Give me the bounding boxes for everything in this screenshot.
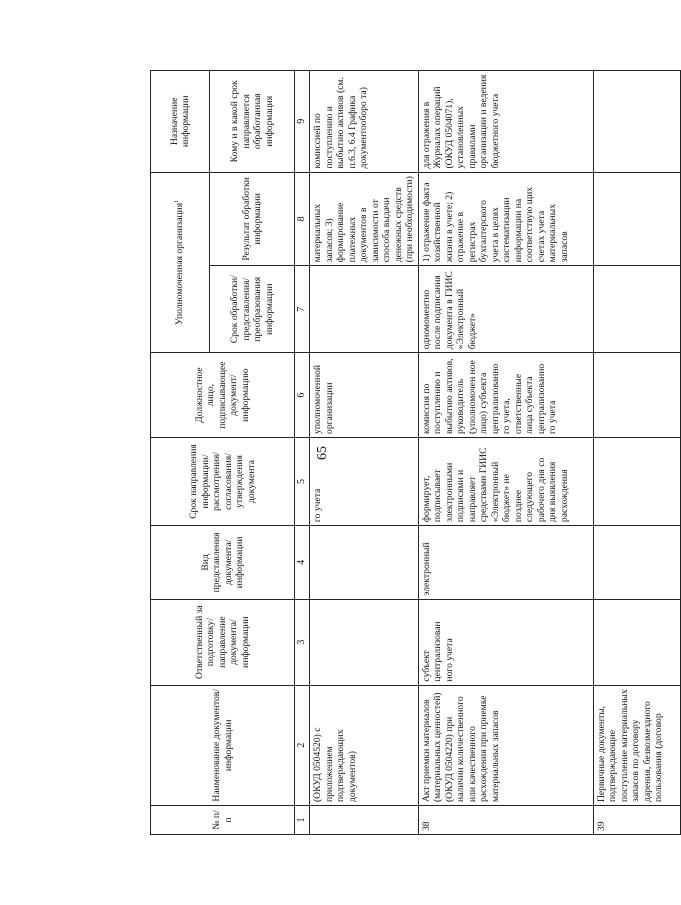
header-group-organization: Уполномоченная организация$^1$ <box>151 172 210 353</box>
cell-recipient <box>593 71 680 173</box>
cell-number <box>310 806 419 835</box>
cell-document-name: Первичные документы, подтверждающие поступление материальных запасов по договору дарения, безвозмездного пользования (договор <box>593 685 680 805</box>
cell-recipient: комиссией по поступлению и выбытию активов (см. п.6.3, 6.4 Графика документооборо та) <box>310 71 419 173</box>
column-number: 4 <box>295 526 310 600</box>
header-result: Результат обработки информации <box>210 172 295 266</box>
header-group-purpose: Назначение информации <box>151 71 210 173</box>
cell-result <box>593 172 680 266</box>
column-number: 3 <box>295 599 310 685</box>
cell-deadline <box>593 437 680 525</box>
cell-processing-term <box>310 266 419 353</box>
cell-responsible <box>310 599 419 685</box>
cell-form: электронный <box>418 526 593 600</box>
column-number: 1 <box>295 806 310 835</box>
table-row <box>418 71 593 835</box>
column-number: 9 <box>295 71 310 173</box>
cell-signer: уполномоченной организации <box>310 353 419 438</box>
page-number-text: 65 <box>315 446 330 460</box>
header-document-name: Наименование документов/ информации <box>151 685 295 805</box>
cell-signer <box>593 353 680 438</box>
cell-responsible: субъект централизован ного учета <box>418 599 593 685</box>
table-row <box>310 71 419 835</box>
cell-form <box>593 526 680 600</box>
table-row <box>593 71 680 835</box>
cell-responsible <box>593 599 680 685</box>
column-number: 7 <box>295 266 310 353</box>
cell-processing-term <box>593 266 680 353</box>
column-number: 8 <box>295 172 310 266</box>
document-flow-table <box>150 70 681 835</box>
header-recipient: Кому и в какой срок направляется обработанная информация <box>210 71 295 173</box>
column-number: 5 <box>295 437 310 525</box>
cell-deadline: го учета <box>310 437 419 525</box>
cell-number: 38 <box>418 806 593 835</box>
column-number: 2 <box>295 685 310 805</box>
header-responsible: Ответственный за подготовку/ направление документа/ информации <box>151 599 295 685</box>
cell-deadline: формирует, подписывает электронными подписями и направляет средствами ГИИС «Электронный бюджет» не позднее следующего рабочего дня со дня выявления расхождения <box>418 437 593 525</box>
cell-recipient: для отражения в Журналах операций (ОКУД 0504071), установленных правилами организации и ведения бюджетного учета <box>418 71 593 173</box>
cell-number: 39 <box>593 806 680 835</box>
header-row <box>151 71 210 835</box>
document-table-sheet <box>150 70 664 835</box>
cell-result: 1) отражение факта хозяйственной жизни в учете; 2) отражение в регистрах бухгалтерского учета в целях систематизации информации на соответствую щих счетах учета материальных запасов <box>418 172 593 266</box>
column-number: 6 <box>295 353 310 438</box>
cell-document-name: (ОКУД 0504520) с приложением подтверждающих документов) <box>310 685 419 805</box>
cell-result: материальных запасов; 3) формирование платежных документов в зависимости от способа выдачи денежных средств (при необходимости) <box>310 172 419 266</box>
header-number: № п/п <box>151 806 295 835</box>
column-number-row <box>295 71 310 835</box>
cell-document-name: Акт приемки материалов (материальных ценностей) (ОКУД 0504220) при наличии количественного или качественного расхождения при приемке материальных запасов <box>418 685 593 805</box>
header-processing-term: Срок обработки/ представления/ преобразования информации <box>210 266 295 353</box>
cell-processing-term: одномоментно после подписания документа в ГИИС «Электронный бюджет» <box>418 266 593 353</box>
cell-form <box>310 526 419 600</box>
header-deadline: Срок направления информации/ рассмотрения/ согласования/ утверждения документа <box>151 437 295 525</box>
header-signer: Должностное лицо, подписывающее документ/ информацию <box>151 353 295 438</box>
cell-signer: комиссия по поступлению и выбытию активов, руководитель (уполномочен ное лицо) субъекта централизованно го учета, ответственные лица субъекта централизованно го учета <box>418 353 593 438</box>
header-form: Вид представления документа/ информации <box>151 526 295 600</box>
